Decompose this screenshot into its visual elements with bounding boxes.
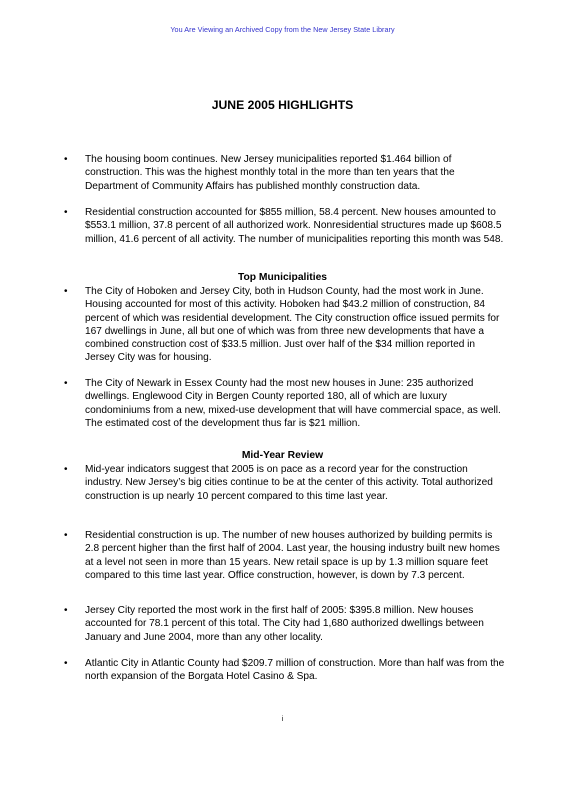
bullet-dot: • (64, 530, 68, 541)
bullet-item (64, 657, 505, 684)
bullet-text: The City of Newark in Essex County had the most new houses in June: 235 authorized dwellings. Englewood City in Bergen County reported 180, all of which are luxury condominiums from a new, mixed-use development that will have commercial space, as well. The estimated cost of the development thus far is $21 million. (85, 378, 501, 429)
bullet-text: The housing boom continues. New Jersey municipalities reported $1.464 billion of construction. This was the highest monthly total in the more than ten years that the Department of Community Affairs has published monthly construction data. (85, 154, 455, 192)
bullet-text: Residential construction accounted for $855 million, 58.4 percent. New houses amounted to $553.1 million, 37.8 percent of all authorized work. Nonresidential structures made up $608.5 million, 41.6 percent of all activity. The number of municipalities reporting this month was 548. (85, 207, 504, 245)
bullet-item (64, 285, 505, 365)
section-heading-mid-year-review: Mid-Year Review (241, 450, 324, 461)
bullet-item (64, 206, 505, 246)
archive-banner: You Are Viewing an Archived Copy from the New Jersey State Library (170, 25, 395, 34)
bullet-item (64, 604, 505, 644)
bullet-text: Residential construction is up. The number of new houses authorized by building permits is 2.8 percent higher than the first half of 2004. Last year, the housing industry built new homes at a level not seen in more than 15 years. New retail space is up by 1.3 million square feet compared to this time last year. Office construction, however, is down by 7.3 percent. (85, 530, 500, 581)
page-number: i (281, 716, 284, 723)
bullet-item (64, 153, 505, 193)
bullet-text: The City of Hoboken and Jersey City, both in Hudson County, had the most work in June. Housing accounted for most of this activity. Hoboken had $43.2 million of construction, 84 percent of which was residential development. The City construction office issued permits for 167 dwellings in June, all but one of which was from three new developments that have a combined construction cost of $33.5 million. Just over half of the $34 million reported in Jersey City was for housing. (85, 286, 500, 364)
bullet-dot: • (64, 378, 68, 389)
bullet-text: Mid-year indicators suggest that 2005 is on pace as a record year for the construction industry. New Jersey’s big cities continue to be at the center of this activity. Total authorized construction is up nearly 10 percent compared to this time last year. (85, 464, 493, 502)
bullet-item (64, 377, 505, 430)
bullet-dot: • (64, 207, 68, 218)
bullet-text: Atlantic City in Atlantic County had $209.7 million of construction. More than half was from the north expansion of the Borgata Hotel Casino & Spa. (85, 658, 505, 683)
bullet-item (64, 529, 505, 582)
bullet-dot: • (64, 605, 68, 616)
bullet-dot: • (64, 464, 68, 475)
bullet-dot: • (64, 658, 68, 669)
section-heading-top-municipalities: Top Municipalities (237, 272, 328, 283)
bullet-dot: • (64, 286, 68, 297)
page-title: JUNE 2005 HIGHLIGHTS (211, 98, 354, 112)
bullet-text: Jersey City reported the most work in the first half of 2005: $395.8 million. New houses accounted for 78.1 percent of this total. The City had 1,680 authorized dwellings between January and June 2004, more than any other locality. (85, 605, 484, 643)
bullet-dot: • (64, 154, 68, 165)
bullet-item (64, 463, 505, 503)
